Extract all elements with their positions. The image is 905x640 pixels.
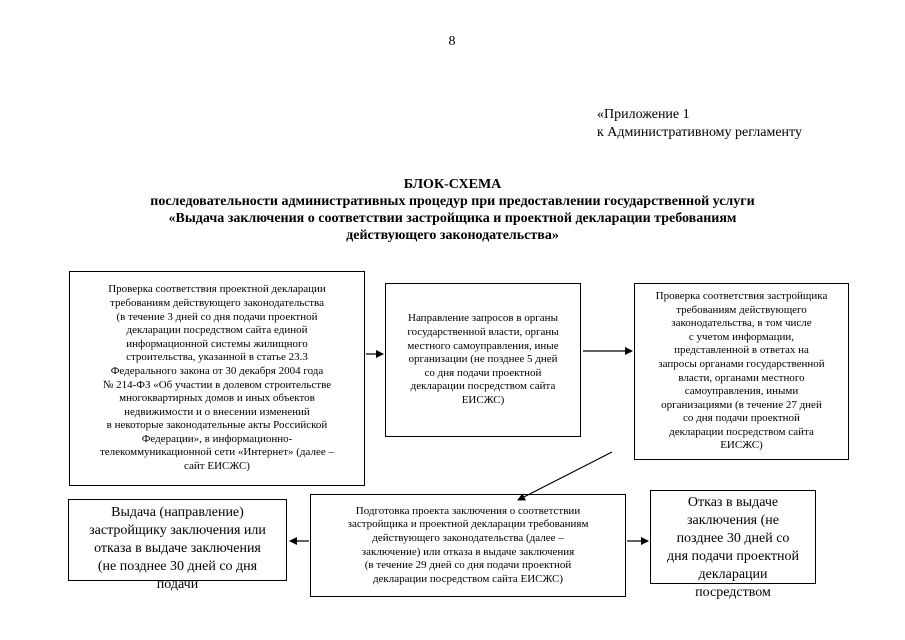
flow-step-check-declaration <box>69 271 365 486</box>
flow-step-prepare-conclusion <box>310 494 626 597</box>
appendix-reference <box>597 106 802 142</box>
flow-step-check-developer-text: Проверка соответствия застройщика требованиям действующего законодательства, в том числе с учетом информации, представленной в ответах на запросы органами государственной власти, органами местного самоуправления, иными организациями (в течение 27 дней со дня подачи проектной декларации посредством сайта ЕИСЖС) <box>655 289 828 452</box>
page-number: 8 <box>448 34 456 49</box>
flow-step-send-requests-text: Направление запросов в органы государственной власти, органы местного самоуправления, иные организации (не позднее 5 дней со дня подачи проектной декларации посредством сайта ЕИСЖС) <box>407 312 559 406</box>
document-title <box>60 176 845 244</box>
flow-step-refusal-text: Отказ в выдаче заключения (не позднее 30 дней со дня подачи проектной декларации посредством <box>666 495 800 600</box>
flow-step-issue <box>68 499 287 592</box>
title-line-2: последовательности административных процедур при предоставлении государственной услуги <box>150 194 755 209</box>
flow-step-check-developer <box>634 283 849 460</box>
arrow-developer-check-to-prepare <box>518 452 612 500</box>
title-line-3: «Выдача заключения о соответствии застройщика и проектной декларации требованиям <box>168 211 737 226</box>
flow-step-check-declaration-text: Проверка соответствия проектной декларации требованиям действующего законодательства (в течение 3 дней со дня подачи проектной декларации посредством сайта единой информационной системы жилищного строительства, указанной в статье 23.3 Федерального закона от 30 декабря 2004 года № 214-ФЗ «Об участии в долевом строительстве многоквартирных домов и иных объектов недвижимости и о внесении изменений в некоторые законодательные акты Российской Федерации», в информационно- телекоммуникационной сети «Интернет» (далее – сайт ЕИСЖС) <box>99 283 334 473</box>
appendix-line-2: к Административному регламенту <box>597 125 802 140</box>
title-line-1: БЛОК-СХЕМА <box>403 177 502 192</box>
flow-step-refusal <box>650 490 816 600</box>
flow-step-prepare-conclusion-text: Подготовка проекта заключения о соответствии застройщика и проектной декларации требованиям действующего законодательства (далее – заключение) или отказа в выдаче заключения (в течение 29 дней со дня подачи проектной декларации посредством сайта ЕИСЖС) <box>347 504 589 585</box>
flow-step-send-requests <box>385 283 581 437</box>
title-line-4: действующего законодательства» <box>346 228 559 243</box>
flow-step-issue-text: Выдача (направление) застройщику заключения или отказа в выдаче заключения (не позднее 30 дней со дня подачи <box>89 505 266 592</box>
appendix-line-1: «Приложение 1 <box>597 107 690 122</box>
